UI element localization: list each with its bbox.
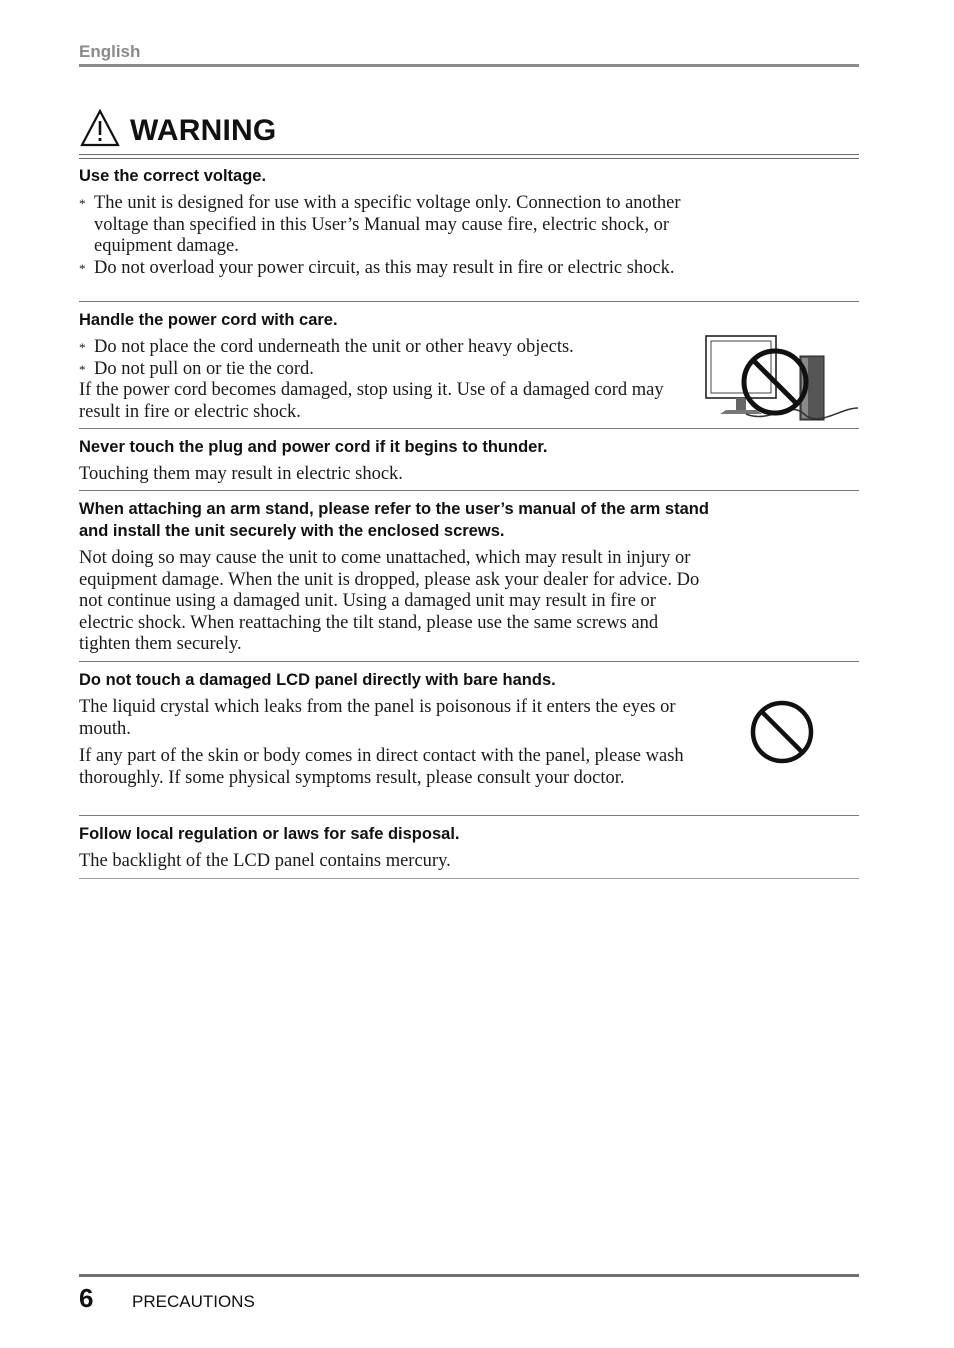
asterisk-bullet-icon: *: [79, 196, 86, 211]
section-heading: When attaching an arm stand, please refer to the user’s manual of the arm stand and install the unit securely with the enclosed screws.: [79, 500, 709, 540]
title-rule-top: [79, 154, 859, 155]
section-heading: Never touch the plug and power cord if it begins to thunder.: [79, 438, 548, 456]
body-paragraph: The backlight of the LCD panel contains mercury.: [79, 851, 451, 871]
body-paragraph: Not doing so may cause the unit to come unattached, which may result in injury or equipment damage. When the unit is dropped, please ask your dealer for advice. Do not continue using a damaged unit. Using a damaged unit may result in fire or electric shock. When reattaching the tilt stand, please use the same screws and tighten them securely.: [79, 548, 700, 655]
section-separator: [79, 301, 859, 302]
monitor-prohibited-icon: [700, 334, 860, 426]
asterisk-bullet-icon: *: [79, 361, 86, 377]
prohibited-icon: [747, 697, 817, 767]
footer-rule: [79, 1274, 859, 1277]
section-lcd-panel: [79, 669, 859, 789]
footer-section-label: PRECAUTIONS: [132, 1292, 255, 1311]
header-rule: [79, 64, 859, 67]
warning-title-block: [80, 106, 276, 150]
bullet-item: * Do not overload your power circuit, as this may result in fire or electric shock.: [79, 257, 675, 278]
body-paragraph: The liquid crystal which leaks from the panel is poisonous if it enters the eyes or mouth.: [79, 697, 676, 739]
section-separator: [79, 661, 859, 662]
section-heading: Handle the power cord with care.: [79, 311, 338, 329]
asterisk-bullet-icon: *: [79, 260, 86, 276]
section-arm-stand: [79, 498, 859, 656]
section-separator: [79, 490, 859, 491]
title-rule-bottom: [79, 158, 859, 159]
bullet-item: * The unit is designed for use with a specific voltage only. Connection to another voltage than specified in this User’s Manual may cause fire, electric shock, or equipment damage.: [79, 193, 681, 257]
section-separator: [79, 878, 859, 879]
bullet-item: * Do not pull on or tie the cord.: [79, 358, 314, 379]
body-paragraph: If any part of the skin or body comes in direct contact with the panel, please wash thoroughly. If some physical symptoms result, please consult your doctor.: [79, 746, 684, 788]
body-paragraph: Touching them may result in electric shock.: [79, 464, 403, 484]
section-correct-voltage: [79, 165, 859, 279]
warning-triangle-icon: [80, 109, 120, 147]
page-title: WARNING: [130, 114, 277, 147]
header-language: English: [79, 42, 141, 61]
section-disposal: [79, 823, 859, 873]
section-heading: Use the correct voltage.: [79, 167, 267, 185]
bullet-item: * Do not place the cord underneath the unit or other heavy objects.: [79, 337, 574, 357]
section-thunder: [79, 436, 859, 486]
asterisk-bullet-icon: *: [79, 340, 86, 355]
section-separator: [79, 815, 859, 816]
section-heading: Do not touch a damaged LCD panel directly with bare hands.: [79, 671, 556, 689]
section-heading: Follow local regulation or laws for safe disposal.: [79, 825, 460, 843]
page-number: 6: [79, 1283, 94, 1313]
body-paragraph: If the power cord becomes damaged, stop using it. Use of a damaged cord may result in fire or electric shock.: [79, 380, 664, 422]
section-separator: [79, 428, 859, 429]
